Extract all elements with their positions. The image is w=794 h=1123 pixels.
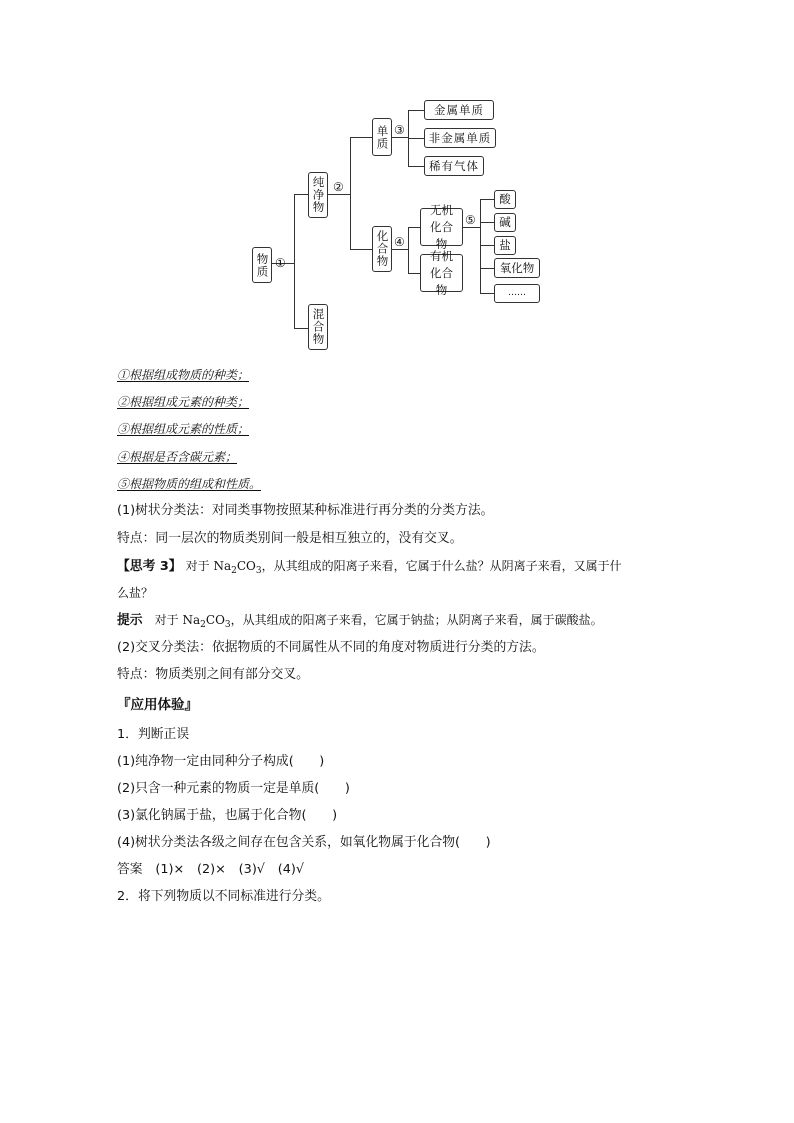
connector-line [392,249,408,250]
node-pure-substance: 纯净物 [308,172,328,218]
tree-method-feature: 特点：同一层次的物质类别间一般是相互独立的，没有交叉。 [117,531,463,546]
question-1-item-3: (3)氯化钠属于盐，也属于化合物( ) [117,808,338,823]
node-acid: 酸 [494,190,516,209]
connector-line [463,227,480,228]
hint [117,612,603,633]
marker-5: ⑤ [465,213,476,227]
connector-line [480,268,494,269]
criteria-3: ③根据组成元素的性质； [117,422,250,436]
node-oxide: 氧化物 [494,258,540,278]
criteria-4: ④根据是否含碳元素； [117,450,238,464]
think-text-part: ，从其组成的阳离子来看，它属于什么盐？从阴离子来看，又属于什 [261,559,622,573]
question-1-title: 1．判断正误 [117,727,190,742]
criteria-5: ⑤根据物质的组成和性质。 [117,477,262,491]
connector-line [408,227,420,228]
think-text [185,559,622,576]
criteria-1: ①根据组成物质的种类； [117,368,250,382]
question-1-item-4: (4)树状分类法各级之间存在包含关系，如氧化物属于化合物( ) [117,835,491,850]
connector-line [350,137,372,138]
question-1-item-1: (1)纯净物一定由同种分子构成( ) [117,754,325,769]
marker-1: ① [275,256,286,270]
node-base: 碱 [494,213,516,232]
think-sub: 3 [255,566,262,576]
cross-method-definition: (2)交叉分类法：依据物质的不同属性从不同的角度对物质进行分类的方法。 [117,640,545,655]
connector-line [480,199,481,293]
connector-line [328,194,350,195]
node-compound: 化合物 [372,226,392,272]
criteria-2: ②根据组成元素的种类； [117,395,250,409]
marker-3: ③ [394,123,405,137]
node-noble-gas: 稀有气体 [424,156,484,176]
classification-tree-diagram [0,0,794,360]
think-text-part: CO [236,559,256,573]
marker-4: ④ [394,235,405,249]
connector-line [480,293,494,294]
connector-line [294,328,308,329]
think-question-line2: 么盐？ [117,586,154,600]
answer: 答案 (1)× (2)× (3)√ (4)√ [117,862,305,877]
connector-line [480,222,494,223]
tree-method-definition: (1)树状分类法：对同类事物按照某种标准进行再分类的分类方法。 [117,503,494,518]
connector-line [408,227,409,273]
connector-line [408,138,424,139]
connector-line [294,194,308,195]
node-ellipsis: …… [494,284,540,303]
question-2-title: 2．将下列物质以不同标准进行分类。 [117,889,330,904]
connector-line [408,273,420,274]
connector-line [350,249,372,250]
think-question [117,558,622,579]
node-inorganic-compound: 无机化合物 [420,208,463,246]
hint-sub: 3 [224,620,231,630]
node-matter: 物质 [252,247,272,283]
hint-label: 提示 [117,613,143,628]
node-mixture: 混合物 [308,304,328,350]
hint-text-part: 对于 Na [154,613,201,627]
connector-line [480,199,494,200]
hint-text-part: ，从其组成的阳离子来看，它属于钠盐；从阴离子来看，属于碳酸盐。 [230,613,603,627]
node-element: 单质 [372,118,392,156]
question-1-item-2: (2)只含一种元素的物质一定是单质( ) [117,781,350,796]
hint-text [154,613,603,630]
connector-line [294,194,295,328]
node-organic-compound: 有机化合物 [420,254,463,292]
connector-line [408,110,424,111]
node-salt: 盐 [494,236,516,255]
connector-line [480,245,494,246]
think-text-part: 对于 Na [185,559,232,573]
marker-2: ② [333,180,344,194]
connector-line [392,137,408,138]
node-metal-element: 金属单质 [424,100,494,120]
section-title: 『应用体验』 [117,697,198,713]
cross-method-feature: 特点：物质类别之间有部分交叉。 [117,667,309,682]
node-nonmetal-element: 非金属单质 [424,128,496,148]
connector-line [350,137,351,249]
connector-line [408,166,424,167]
hint-sub: 2 [200,620,206,630]
hint-text-part: CO [205,613,225,627]
think-label: 【思考 3】 [117,559,182,574]
think-sub: 2 [231,566,237,576]
